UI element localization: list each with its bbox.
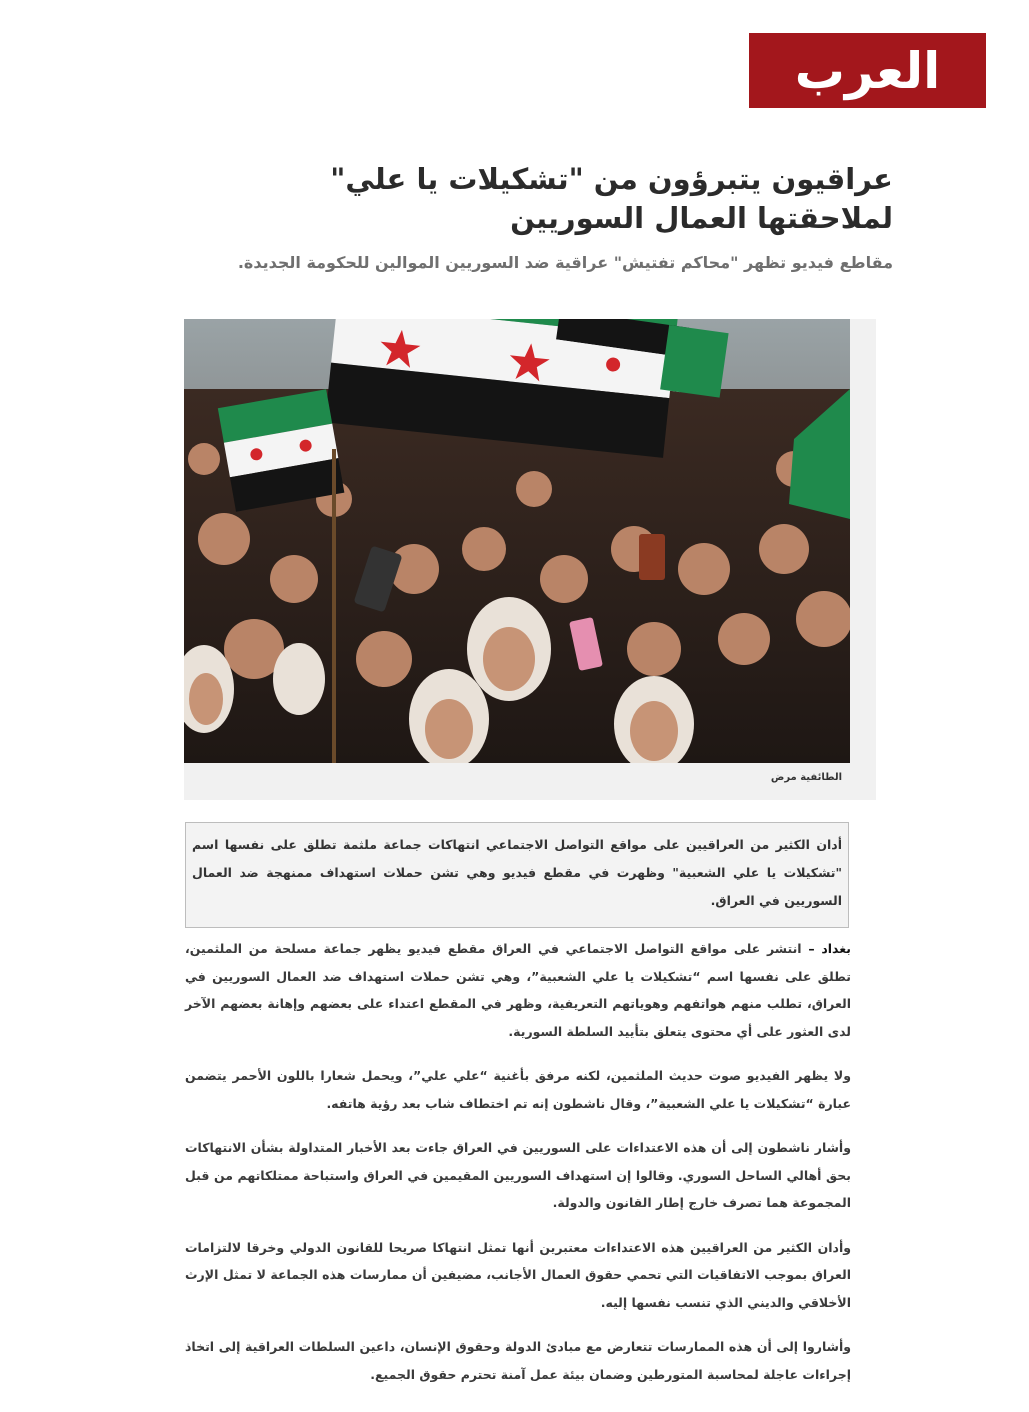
crowd-photo-illustration xyxy=(184,319,850,763)
article-paragraph: وأشار ناشطون إلى أن هذه الاعتداءات على السوريين في العراق جاءت بعد الأخبار المتداولة بشأن الانتهاكات بحق أهالي الساحل السوري. وقالوا إن استهداف السوريين المقيمين في العراق واستباحة ممتلكاتهم من قبل المجموعة هما تصرف خارج إطار القانون والدولة. xyxy=(185,1140,851,1210)
article-paragraph-text: انتشر على مواقع التواصل الاجتماعي في العراق مقطع فيديو يظهر جماعة مسلحة من الملثمين، تطلق على نفسها اسم “تشكيلات يا علي الشعبية”، وهي تشن حملات استهداف ضد العمال السوريين في العراق، تطلب منهم هواتفهم وهوياتهم التعريفية، وظهر في المقطع اعتداء على بعضهم وإهانة بعضهم الآخر لدى العثور على أي محتوى يتعلق بتأييد السلطة السورية. xyxy=(185,941,851,1039)
article-paragraph: وأدان الكثير من العراقيين هذه الاعتداءات معتبرين أنها تمثل انتهاكا صريحا للقانون الدولي وخرقا لالتزامات العراق بموجب الاتفاقيات التي تحمي حقوق العمال الأجانب، مضيفين أن ممارسات هذه الجماعة لا تمثل الإرث الأخلاقي والديني الذي تنسب نفسها إليه. xyxy=(185,1239,851,1310)
brand-logo[interactable] xyxy=(749,33,986,108)
article-subtitle: مقاطع فيديو تظهر "محاكم تفتيش" عراقية ضد السوريين الموالين للحكومة الجديدة. xyxy=(237,253,893,272)
article-paragraph: وأشاروا إلى أن هذه الممارسات تتعارض مع مبادئ الدولة وحقوق الإنسان، داعين السلطات العراقية إلى اتخاذ إجراءات عاجلة لمحاسبة المتورطين وضمان بيئة عمل آمنة تحترم حقوق الجميع. xyxy=(185,1339,851,1382)
brand-logo-text: العرب xyxy=(794,41,941,100)
image-caption: الطائفية مرض xyxy=(770,772,842,783)
article-headline: عراقيون يتبرؤون من "تشكيلات يا علي" لملاحقتها العمال السوريين xyxy=(330,162,893,235)
article-summary-box xyxy=(185,822,849,928)
article-photo xyxy=(184,319,850,763)
article-figure xyxy=(184,319,876,800)
article-dateline: بغداد – xyxy=(808,941,852,956)
article-paragraph: ولا يظهر الفيديو صوت حديث الملثمين، لكنه مرفق بأغنية “علي علي”، ويحمل شعارا باللون الأحمر يتضمن عبارة “تشكيلات يا علي الشعبية”، وقال ناشطون إنه تم اختطاف شاب بعد رؤية هاتفه. xyxy=(185,1068,851,1111)
article-summary: أدان الكثير من العراقيين على مواقع التواصل الاجتماعي انتهاكات جماعة ملثمة تطلق على نفسها اسم "تشكيلات يا علي الشعبية" وظهرت في مقطع فيديو وهي تشن حملات استهداف ممنهجة ضد العمال السوريين في العراق. xyxy=(192,837,842,908)
article-paragraph xyxy=(185,935,851,1045)
article-body xyxy=(185,935,851,1405)
